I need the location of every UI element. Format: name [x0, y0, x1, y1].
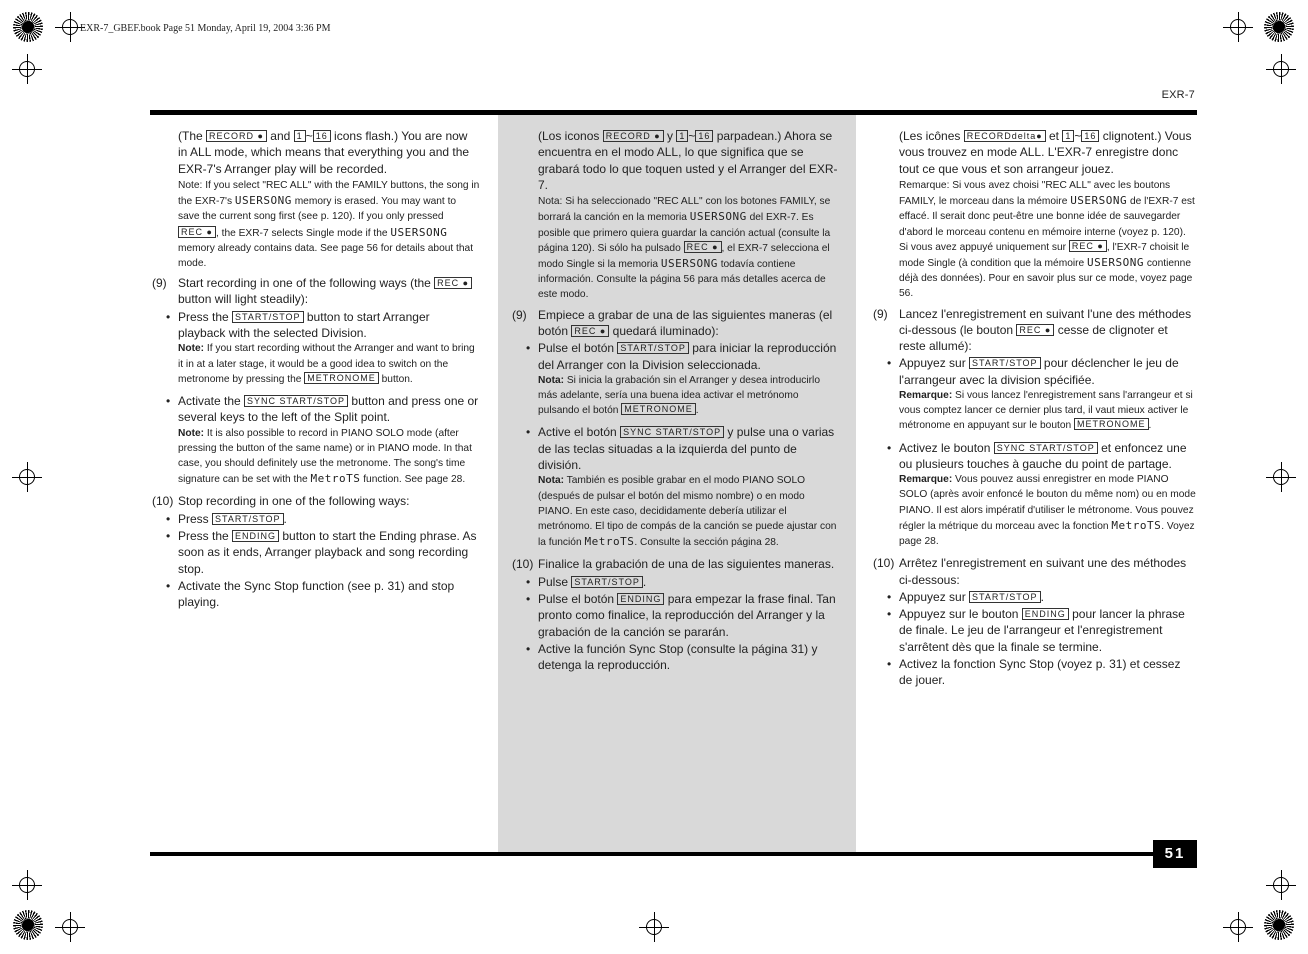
crosshair-mark — [1266, 54, 1296, 84]
list-item: • Active el botón SYNC START/STOP y pulse una o varias de las teclas situadas a la izquierda del punto de división. — [512, 424, 838, 473]
step-10: (10) Stop recording in one of the following ways: — [152, 494, 410, 509]
list-item: • Active la función Sync Stop (consulte la página 31) y detenga la reproducción. — [512, 641, 838, 674]
key-16: 16 — [313, 130, 331, 142]
list-item: • Appuyez sur START/STOP . — [873, 589, 1197, 605]
crosshair-mark — [55, 912, 85, 942]
step-9: (9) Empiece a grabar de una de las siguientes maneras (el botón REC ● quedará iluminado): — [512, 307, 833, 338]
key-16: 16 — [1081, 130, 1099, 142]
rec-key: REC ● — [1069, 240, 1107, 252]
crosshair-mark — [12, 54, 42, 84]
step-10: (10) Arrêtez l'enregistrement en suivant une des méthodes ci-dessous: — [873, 556, 1187, 587]
ending-key: ENDING — [1022, 608, 1069, 620]
running-header-model: EXR-7 — [1161, 89, 1195, 101]
column-french — [858, 115, 1197, 852]
registration-sunburst-top-left — [13, 12, 43, 42]
crosshair-mark — [1266, 870, 1296, 900]
lcd-usersong: USERSONG — [1070, 194, 1128, 208]
key-1: 1 — [294, 130, 306, 142]
note: Nota: También es posible grabar en el modo PIANO SOLO (después de pulsar el botón del mismo nombre) o en modo PIANO. En este caso, decididamente debería utilizar el metrónomo. El tipo de compás de la canción se puede ajustar con la función MetroTS. Consulte la sección página 28. — [538, 475, 837, 549]
note: Nota: Si inicia la grabación sin el Arranger y desea introducirlo más adelante, sería una buena idea activar el metrónomo pulsando el botón METRONOME . — [538, 374, 820, 417]
sync-start-stop-key: SYNC START/STOP — [244, 395, 348, 407]
crosshair-mark — [1266, 462, 1296, 492]
note: Remarque: Si vous lancez l'enregistrement sans l'arrangeur et si vous comptez lancer ce dernier plus tard, il vaut mieux activer le métronome en appuyant sur le bouton METRONOME . — [899, 390, 1193, 432]
start-stop-key: START/STOP — [617, 342, 689, 354]
list-item: • Appuyez sur START/STOP pour déclencher le jeu de l'arrangeur avec la division spécifiée. — [873, 355, 1197, 388]
step-9: (9) Start recording in one of the following ways (the REC ● button will light steadily): — [152, 275, 480, 308]
ending-key: ENDING — [232, 530, 279, 542]
rec-key: REC ● — [684, 241, 722, 253]
file-header-note: EXR-7_GBEF.book Page 51 Monday, April 19, 2004 3:36 PM — [80, 23, 331, 34]
rec-key: REC ● — [1016, 324, 1054, 336]
registration-sunburst-bottom-right — [1264, 910, 1294, 940]
list-item: • Activate the SYNC START/STOP button and press one or several keys to the left of the Split point. — [152, 393, 480, 426]
key-1: 1 — [676, 130, 688, 142]
crosshair-mark — [1223, 12, 1253, 42]
note: Nota: Si ha seleccionado "REC ALL" con los botones FAMILY, se borrará la canción en la memoria USERSONG del EXR-7. Es posible que primero quiera guardar la canción actual (consulte la página 120). Si sólo ha pulsado REC ● , el EXR-7 selecciona el modo Single si la memoria USERSONG todavía contiene información. Consulte la página 56 para más detalles acerca de este modo. — [538, 196, 831, 301]
lcd-metrots: MetroTS — [310, 472, 361, 486]
rec-key: REC ● — [434, 277, 472, 289]
step-9: (9) Lancez l'enregistrement en suivant l'une des méthodes ci-dessous (le bouton REC ● cesse de clignoter et reste allumé): — [873, 306, 1192, 354]
list-item: • Pulse el botón START/STOP para iniciar la reproducción del Arranger con la Division seleccionada. — [512, 340, 838, 373]
key-1: 1 — [1062, 130, 1074, 142]
lcd-metrots: MetroTS — [1111, 518, 1162, 532]
rec-key: REC ● — [571, 325, 609, 337]
lcd-usersong: USERSONG — [1087, 255, 1144, 269]
list-item: • Activez le bouton SYNC START/STOP et enfoncez une ou plusieurs touches à gauche du point de partage. — [873, 440, 1197, 473]
crosshair-mark — [639, 912, 669, 942]
crosshair-mark — [1223, 912, 1253, 942]
registration-sunburst-top-right — [1264, 12, 1294, 42]
rec-key: REC ● — [178, 226, 216, 238]
column-english — [150, 115, 490, 852]
intro-paragraph: (Les icônes RECORDdelta● et 1 ~ 16 clignotent.) Vous vous trouvez en mode ALL. L'EXR-7 enregistre donc tout ce que vous et son arrangeur jouez. — [899, 129, 1192, 176]
lcd-usersong: USERSONG — [689, 210, 747, 224]
sync-start-stop-key: SYNC START/STOP — [620, 426, 724, 438]
metronome-key: METRONOME — [304, 372, 379, 384]
list-item: • Press the START/STOP button to start Arranger playback with the selected Division. — [152, 309, 480, 342]
list-item: • Pulse START/STOP . — [512, 574, 838, 590]
ending-key: ENDING — [617, 593, 664, 605]
bottom-rule — [150, 852, 1153, 856]
note: Remarque: Vous pouvez aussi enregistrer en mode PIANO SOLO (après avoir enfoncé le bouton du même nom) ou en mode PIANO. Il est alors impératif d'utiliser le métronome. Vous pouvez régler la métrique du morceau avec la fonction MetroTS. Voyez page 28. — [899, 474, 1196, 548]
step-10: (10) Finalice la grabación de una de las siguientes maneras. — [512, 557, 835, 572]
start-stop-key: START/STOP — [571, 576, 643, 588]
record-key: RECORD ● — [206, 130, 267, 142]
list-item: • Press START/STOP . — [152, 511, 480, 527]
registration-sunburst-bottom-left — [13, 910, 43, 940]
lcd-metrots: MetroTS — [584, 535, 635, 549]
lcd-usersong: USERSONG — [234, 194, 292, 208]
page-number: 51 — [1153, 840, 1197, 868]
start-stop-key: START/STOP — [212, 513, 284, 525]
record-key: RECORD ● — [603, 130, 664, 142]
note: Note: If you start recording without the Arranger and want to bring it in at a later stage, it would be a good idea to switch on the metronome by pressing the METRONOME button. — [178, 343, 475, 385]
start-stop-key: START/STOP — [969, 591, 1041, 603]
list-item: • Activez la fonction Sync Stop (voyez p. 31) et cessez de jouer. — [873, 656, 1197, 689]
note: Note: If you select "REC ALL" with the FAMILY buttons, the song in the EXR-7's USERSONG memory is erased. You may want to save the current song first (see p. 120). If you only pressed REC ● , the EXR-7 selects Single mode if the USERSONG memory already contains data. See page 56 for details about that mode. — [178, 179, 480, 269]
start-stop-key: START/STOP — [232, 311, 304, 323]
note: Note: It is also possible to record in PIANO SOLO mode (after pressing the button of the same name) or in PIANO mode. In that case, you should definitely use the metronome. The song's time signature can be set with the MetroTS function. See page 28. — [178, 427, 472, 486]
metronome-key: METRONOME — [621, 403, 696, 415]
crosshair-mark — [12, 870, 42, 900]
list-item: • Appuyez sur le bouton ENDING pour lancer la phrase de finale. Le jeu de l'arrangeur et l'enregistrement s'arrêtent dès que la finale se termine. — [873, 606, 1197, 655]
lcd-usersong: USERSONG — [390, 225, 448, 239]
intro-paragraph: (Los iconos RECORD ● y 1 ~ 16 parpadean.) Ahora se encuentra en el modo ALL, lo que significa que se grabará todo lo que toquen usted y el Arranger del EXR-7. — [538, 129, 838, 192]
note: Remarque: Si vous avez choisi "REC ALL" avec les boutons FAMILY, le morceau dans la mémoire USERSONG de l'EXR-7 est effacé. Il serait donc peut-être une bonne idée de sauvegarder d'abord le morceau contenu en mémoire interne (voyez p. 120). Si vous avez appuyé uniquement sur REC ● , l'EXR-7 choisit le mode Single (à condition que la mémoire USERSONG contienne déjà des données). Pour en savoir plus sur ce mode, voyez page 56. — [899, 179, 1195, 300]
metronome-key: METRONOME — [1074, 418, 1149, 430]
list-item: • Press the ENDING button to start the Ending phrase. As soon as it ends, Arranger playback and song recording stop. — [152, 528, 480, 577]
list-item: • Activate the Sync Stop function (see p. 31) and stop playing. — [152, 578, 480, 611]
record-key: RECORDdelta● — [964, 130, 1046, 142]
column-spanish — [498, 115, 856, 852]
start-stop-key: START/STOP — [969, 357, 1041, 369]
sync-start-stop-key: SYNC START/STOP — [994, 442, 1098, 454]
key-16: 16 — [695, 130, 713, 142]
list-item: • Pulse el botón ENDING para empezar la frase final. Tan pronto como finalice, la reproducción del Arranger y la grabación de la canción se pararán. — [512, 591, 838, 640]
crosshair-mark — [12, 462, 42, 492]
intro-paragraph: (The RECORD ● and 1 ~ 16 icons flash.) You are now in ALL mode, which means that everything you and the EXR-7's Arranger play will be recorded. — [178, 129, 470, 176]
lcd-usersong: USERSONG — [660, 257, 718, 270]
